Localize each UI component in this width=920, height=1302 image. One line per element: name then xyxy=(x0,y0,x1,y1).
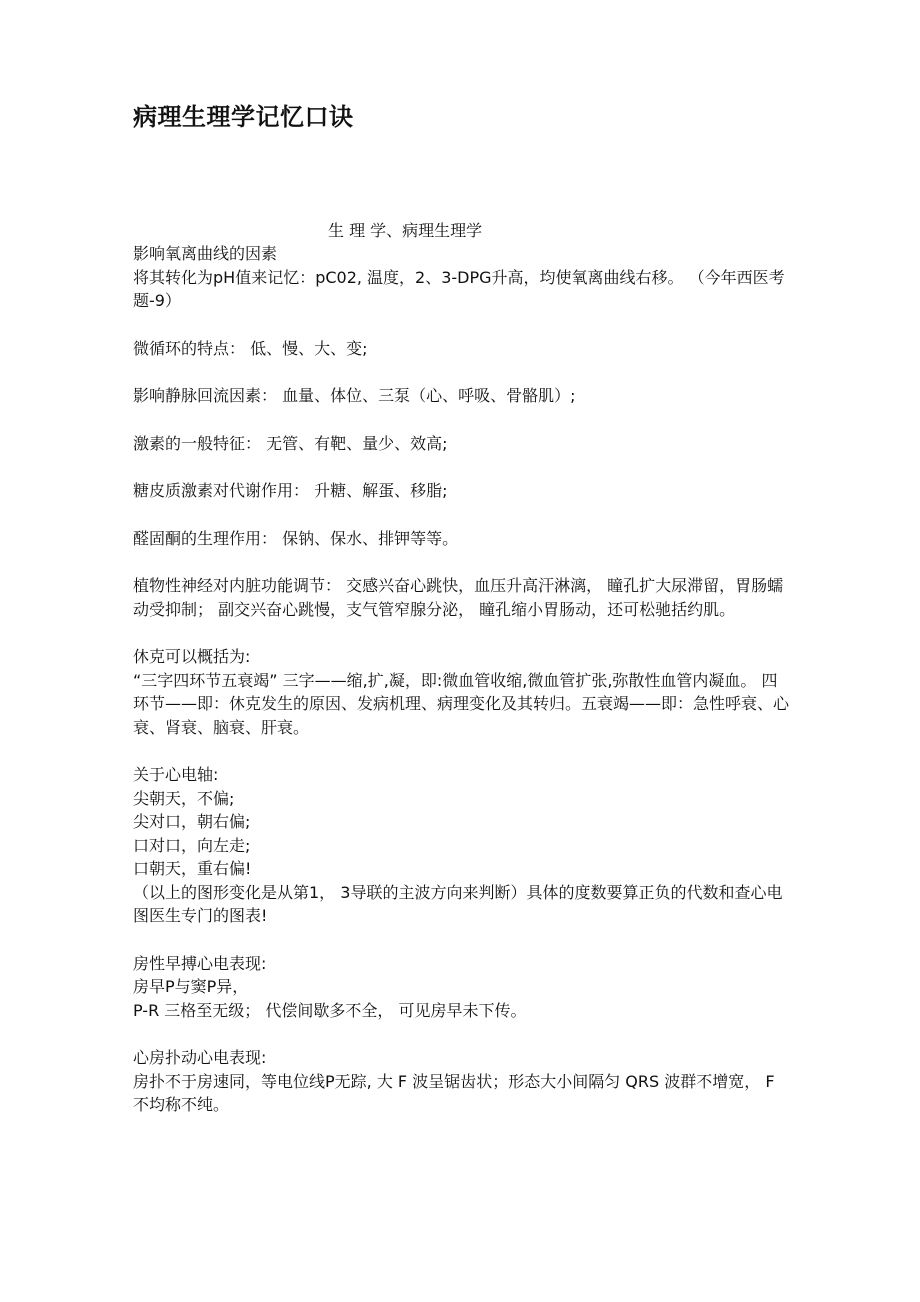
atrial-premature-line: 房早P与窦P异， xyxy=(133,977,249,996)
axis-heading: 关于心电轴: xyxy=(133,765,219,784)
axis-note: （以上的图形变化是从第1， 3导联的主波方向来判断）具体的度数要算正负的代数和查心电图医生专门的图表! xyxy=(133,882,783,925)
document-title: 病理生理学记忆口诀 xyxy=(133,103,354,131)
glucocorticoid-text: 糖皮质激素对代谢作用： 升糖、解蛋、移脂; xyxy=(133,481,448,500)
section-subtitle: 生 理 学、病理生理学 xyxy=(328,221,483,240)
atrial-premature-line: P-R 三格至无级； 代偿间歇多不全， 可见房早未下传。 xyxy=(133,1000,527,1020)
axis-line: 口朝天，重右偏! xyxy=(133,859,252,878)
aldosterone-text: 醛固酮的生理作用： 保钠、保水、排钾等等。 xyxy=(133,528,459,548)
venous-return-text: 影响静脉回流因素： 血量、体位、三泵（心、呼吸、骨骼肌）; xyxy=(133,386,576,405)
axis-line: 尖朝天，不偏; xyxy=(133,788,235,808)
shock-text: “三字四环节五衰竭” 三字——缩,扩,凝，即:微血管收缩,微血管扩张,弥散性血管内凝血。 四环节——即：休克发生的原因、发病机理、病理变化及其转归。五衰竭——即：急性呼衰、心衰、肾衰、脑衰、肝衰。 xyxy=(133,670,790,737)
flutter-text: 房扑不于房速同，等电位线P无踪, 大 F 波呈锯齿状；形态大小间隔匀 QRS 波群不增宽， F 不均称不纯。 xyxy=(133,1071,775,1114)
hormone-text: 激素的一般特征： 无管、有靶、量少、效高; xyxy=(133,433,448,453)
oxygen-text: 将其转化为pH值来记忆：pC02, 温度，2、3-DPG升高，均使氧离曲线右移。 （今年西医考题-9） xyxy=(133,267,785,310)
document-body xyxy=(133,242,793,1117)
autonomic-text: 植物性神经对内脏功能调节： 交感兴奋心跳快，血压升高汗淋漓， 瞳孔扩大尿滞留，胃肠蠕动受抑制； 副交兴奋心跳慢，支气管窄腺分泌， 瞳孔缩小胃肠动，还可松驰括约肌。 xyxy=(133,576,784,619)
oxygen-heading: 影响氧离曲线的因素 xyxy=(133,244,278,263)
axis-line: 尖对口，朝右偏; xyxy=(133,812,251,831)
flutter-heading: 心房扑动心电表现: xyxy=(133,1048,267,1067)
shock-heading: 休克可以概括为: xyxy=(133,647,251,666)
axis-line: 口对口，向左走; xyxy=(133,835,251,855)
atrial-premature-heading: 房性早搏心电表现: xyxy=(133,953,267,973)
microcirculation-text: 微循环的特点： 低、慢、大、变; xyxy=(133,338,368,358)
